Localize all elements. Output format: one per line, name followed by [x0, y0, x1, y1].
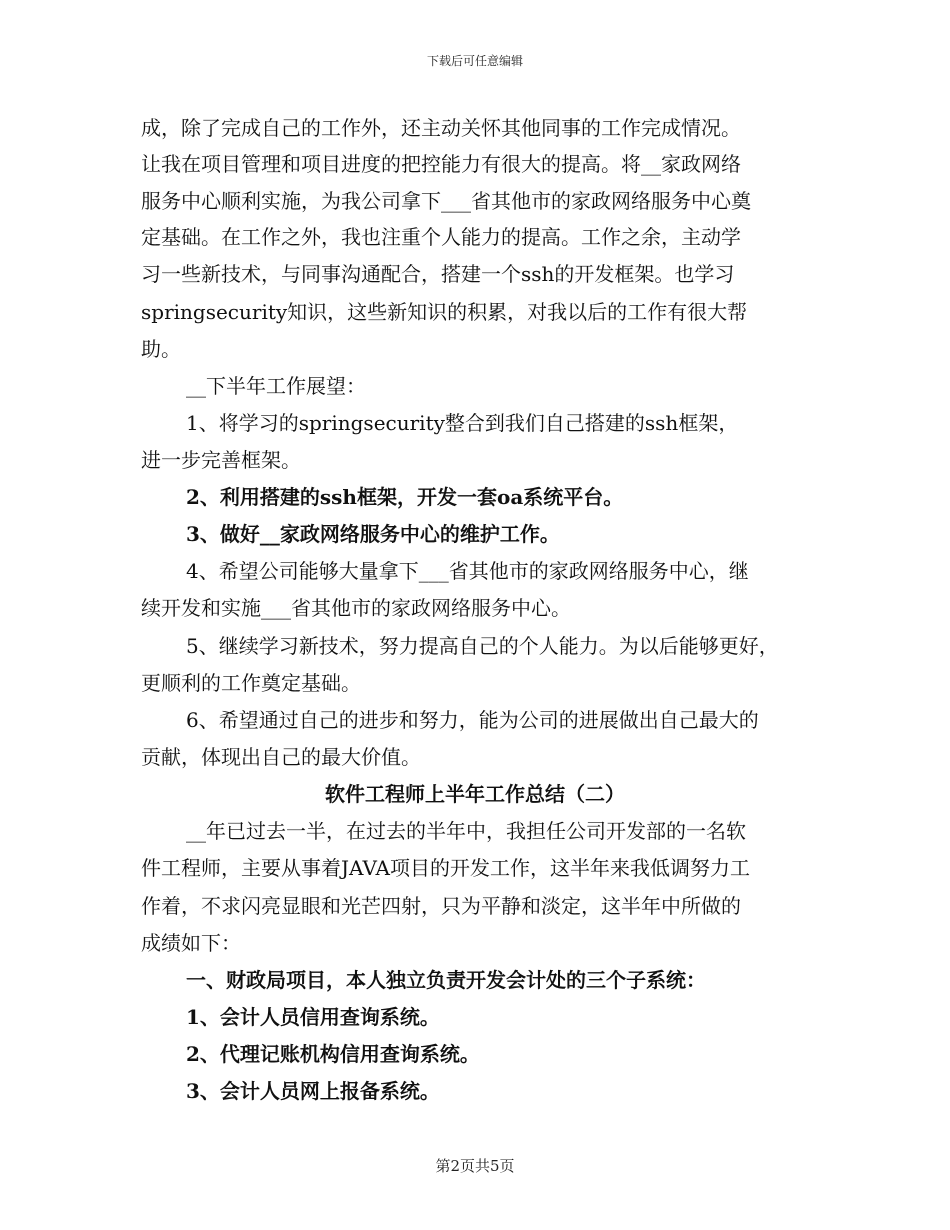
paragraph-line: __年已过去一半，在过去的半年中，我担任公司开发部的一名软 [186, 819, 746, 843]
paragraph-line: 定基础。在工作之外，我也注重个人能力的提高。工作之余，主动学 [141, 225, 741, 249]
page-footer: 第2页共5页 [435, 1157, 515, 1175]
list-item-system-1: 1、会计人员信用查询系统。 [186, 1005, 440, 1029]
list-item-system-3: 3、会计人员网上报备系统。 [186, 1079, 440, 1103]
paragraph-line: 习一些新技术，与同事沟通配合，搭建一个ssh的开发框架。也学习 [141, 262, 735, 286]
paragraph-line: 服务中心顺利实施，为我公司拿下___省其他市的家政网络服务中心奠 [141, 189, 751, 213]
list-item-6: 6、希望通过自己的进步和努力，能为公司的进展做出自己最大的 [186, 708, 759, 732]
page-header: 下载后可任意编辑 [426, 54, 523, 68]
list-item-2: 2、利用搭建的ssh框架，开发一套oa系统平台。 [186, 485, 624, 509]
paragraph-line: 更顺利的工作奠定基础。 [141, 671, 361, 695]
section-heading-outlook: __下半年工作展望： [186, 374, 366, 398]
paragraph-line: 贡献，体现出自己的最大价值。 [141, 745, 421, 769]
list-item-5: 5、继续学习新技术，努力提高自己的个人能力。为以后能够更好， [186, 634, 779, 658]
paragraph-line: 成，除了完成自己的工作外，还主动关怀其他同事的工作完成情况。 [141, 116, 741, 140]
paragraph-line: 助。 [141, 337, 181, 361]
subheading-finance-project: 一、财政局项目，本人独立负责开发会计处的三个子系统： [186, 968, 706, 992]
list-item-3: 3、做好__家政网络服务中心的维护工作。 [186, 522, 560, 546]
paragraph-line: springsecurity知识，这些新知识的积累，对我以后的工作有很大帮 [141, 300, 748, 324]
paragraph-line: 续开发和实施___省其他市的家政网络服务中心。 [141, 596, 571, 620]
paragraph-line: 件工程师，主要从事着JAVA项目的开发工作，这半年来我低调努力工 [141, 856, 750, 880]
paragraph-line: 进一步完善框架。 [141, 448, 301, 472]
paragraph-line: 成绩如下： [141, 931, 241, 955]
list-item-system-2: 2、代理记账机构信用查询系统。 [186, 1042, 480, 1066]
paragraph-line: 作着，不求闪亮显眼和光芒四射，只为平静和淡定，这半年中所做的 [141, 894, 741, 918]
section-title: 软件工程师上半年工作总结（二） [325, 782, 625, 806]
paragraph-line: 让我在项目管理和项目进度的把控能力有很大的提高。将__家政网络 [141, 152, 741, 176]
list-item-1: 1、将学习的springsecurity整合到我们自己搭建的ssh框架， [186, 411, 739, 435]
list-item-4: 4、希望公司能够大量拿下___省其他市的家政网络服务中心，继 [186, 559, 749, 583]
